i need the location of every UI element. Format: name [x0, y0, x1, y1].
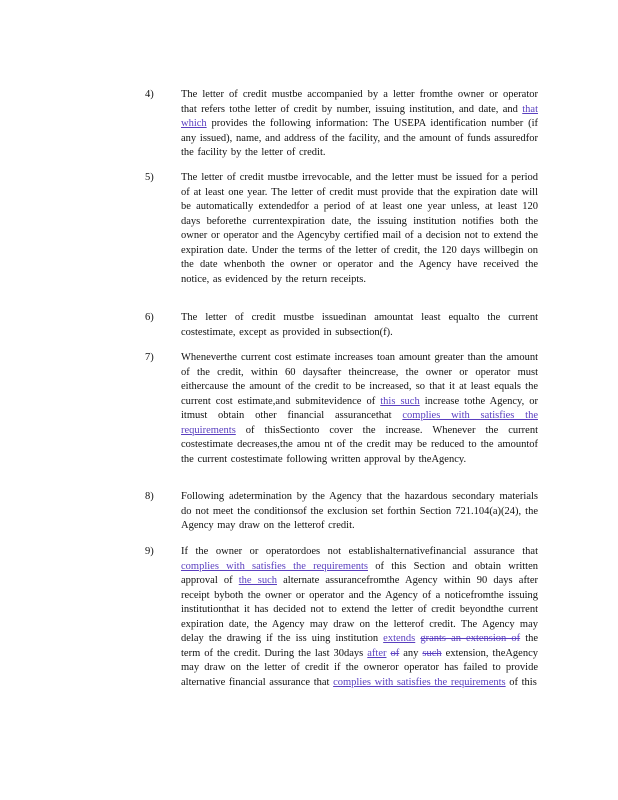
paragraph-number: 7) — [145, 352, 154, 363]
text-segment: extension, theAgency may draw on the letter of credit if the owneror operator has failed to provide alternative financial assurance that — [181, 647, 539, 688]
inserted-text: the such — [238, 575, 277, 586]
paragraph-text — [181, 171, 538, 287]
inserted-text: this such — [380, 395, 420, 407]
paragraph-text — [181, 545, 538, 690]
paragraph-number: 8) — [145, 491, 154, 502]
text-segment: The letter of credit mustbe irrevocable, and the letter must be issued for a period of at least one year. The letter of credit must provide that the expiration date will be automatically extendedfor a period of at least one year unless, at least 120 days beforethe currentexpiration date, the issuing institution notifies both the owner or operator and the Agencyby certified mail of a decision not to extend the expiration date. Under the terms of the letter of credit, the 120 days willbegin on the date whenboth the owner or operator and the Agency have received the notice, as evidenced by the return receipts. — [181, 172, 538, 285]
deleted-text: such — [422, 647, 442, 659]
text-segment: Wheneverthe current cost estimate increases toan amount greater than the amount of the credit, within 60 daysafter theincrease, the owner or operator must eithercause the amount of the credit to be increased, so that it at least equals the current cost estimate,and submitevidence of — [181, 352, 538, 407]
paragraph-number: 6) — [145, 312, 154, 323]
paragraph-number: 4) — [145, 89, 154, 100]
deleted-text: grants an extension of — [420, 633, 521, 644]
deleted-text: of — [390, 647, 400, 659]
text-segment: any — [399, 647, 423, 659]
text-segment: The letter of credit mustbe issuedinan amountat least equalto the current costestimate, except as provided in subsection(f). — [181, 312, 538, 338]
inserted-text: that which — [181, 103, 538, 129]
paragraph-number: 9) — [145, 546, 154, 557]
paragraph-text — [181, 88, 538, 161]
text-segment: Following adetermination by the Agency that the hazardous secondary materials do not meet the conditionsof the exclusion set forthin Section 721.104(a)(24), the Agency may draw on the letterof credit. — [181, 491, 538, 531]
inserted-text: complies with satisfies the requirements — [181, 410, 539, 436]
text-segment: of thisSectionto cover the increase. Whenever the current costestimate decreases,the amou nt of the credit may be reduced to the amountof the current costestimate following written approval by theAgency. — [181, 424, 538, 465]
inserted-text: extends — [383, 633, 416, 644]
text-segment: If the owner or operatordoes not establishalternativefinancial assurance that — [181, 546, 538, 557]
inserted-text: complies with satisfies the requirements — [333, 676, 506, 688]
text-segment: of this Section and obtain written approval of — [181, 560, 538, 586]
text-segment: The letter of credit mustbe accompanied by a letter fromthe owner or operator that refers tothe letter of credit by number, issuing institution, and date, and — [181, 89, 538, 115]
text-segment: provides the following information: The USEPA identification number (if any issued), name, and address of the facility, and the amount of funds assuredfor the facility by the letter of credit. — [181, 118, 538, 158]
paragraph-number: 5) — [145, 172, 154, 183]
paragraph-text — [181, 351, 538, 467]
inserted-text: after — [367, 647, 387, 659]
text-segment: alternate assurancefromthe Agency within 90 days after receipt byboth the owner or operator and the Agency of a noticefromthe issuing institutionthat it has decided not to extend the letter of credit beyondthe current expiration date, the Agency may draw on the letterof credit. The Agency may delay the drawing if the iss uing institution — [181, 575, 539, 644]
text-segment: of this — [505, 676, 537, 688]
text-segment: increase tothe Agency, or itmust obtain other financial assurancethat — [181, 395, 539, 421]
paragraph-text — [181, 490, 538, 534]
paragraph-text — [181, 311, 538, 340]
text-segment: the term of the credit. During the last 30days — [181, 633, 539, 659]
inserted-text: complies with satisfies the requirements — [181, 560, 368, 572]
